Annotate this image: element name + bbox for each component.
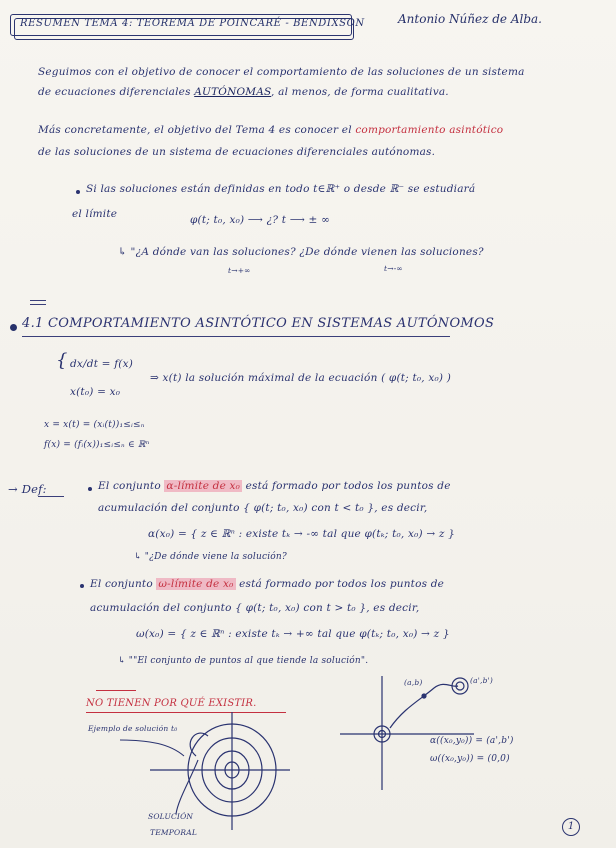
bullet1-line-1: Si las soluciones están definidas en todo t∈ℝ⁺ o desde ℝ⁻ se estudiará: [86, 183, 476, 195]
omega-limit-highlight: ω-límite de x₀: [158, 578, 234, 590]
system-brace: {: [56, 350, 68, 371]
def-label: → Def:: [8, 482, 47, 496]
omega-line-2: acumulación del conjunto { φ(t; t₀, x₀) con t > t₀ }, es decir,: [90, 602, 420, 614]
bullet1-question: ↳ "¿A dónde van las soluciones? ¿De dónde vienen las soluciones?: [118, 246, 484, 258]
question-sub-1: t→+∞: [228, 266, 251, 275]
point-ab: (a,b): [404, 678, 423, 687]
bottom-label-2: TEMPORAL: [150, 828, 197, 837]
objective-highlight: comportamiento asintótico: [355, 124, 504, 136]
intro-autonomas: AUTÓNOMAS: [194, 86, 272, 98]
system-eq-1: dx/dt = f(x): [70, 358, 133, 370]
alpha-line-2: acumulación del conjunto { φ(t; t₀, x₀) con t < t₀ }, es decir,: [98, 502, 428, 514]
alpha-b: está formado por todos los puntos de: [245, 480, 451, 492]
intro-line-2-c: , al menos, de forma cualitativa.: [271, 86, 449, 98]
question-sub-2: t→-∞: [384, 264, 403, 273]
alpha-equation: α((x₀,y₀)) = (a',b'): [430, 736, 514, 746]
example-label: Ejemplo de solución t₀: [88, 724, 178, 733]
page-number: 1: [562, 818, 580, 836]
def-x: x = x(t) = (xᵢ(t))₁≤ᵢ≤ₙ: [44, 420, 145, 430]
right-phase-portrait: [340, 676, 474, 790]
objective-line-2: de las soluciones de un sistema de ecuaciones diferenciales autónomas.: [38, 146, 436, 158]
omega-formula: ω(x₀) = { z ∈ ℝⁿ : existe tₖ → +∞ tal que φ(tₖ; t₀, x₀) → z }: [136, 628, 450, 640]
alpha-limit-highlight: α-límite de x₀: [166, 480, 241, 492]
no-existir-label: NO TIENEN POR QUÉ EXISTIR.: [86, 698, 257, 709]
bottom-label-1: SOLUCIÓN: [148, 812, 194, 821]
point-ab2: (a',b'): [470, 676, 494, 685]
author-name: Antonio Núñez de Alba.: [398, 12, 542, 26]
omega-note: ↳ ""El conjunto de puntos al que tiende la solución".: [118, 656, 369, 666]
alpha-formula: α(x₀) = { z ∈ ℝⁿ : existe tₖ → -∞ tal que φ(tₖ; t₀, x₀) → z }: [148, 528, 456, 540]
intro-line-1: Seguimos con el objetivo de conocer el comportamiento de las soluciones de un sistema: [38, 66, 525, 78]
bullet1-line-2: el límite: [72, 208, 118, 220]
intro-line-2-a: de ecuaciones diferenciales: [38, 86, 191, 98]
objective-line-1-a: Más concretamente, el objetivo del Tema 4 es conocer el: [38, 124, 352, 136]
system-implication: ⇒ x(t) la solución máximal de la ecuación ( φ(t; t₀, x₀) ): [150, 372, 452, 384]
section-title: 4.1 COMPORTAMIENTO ASINTÓTICO EN SISTEMAS AUTÓNOMOS: [22, 316, 495, 331]
omega-b: está formado por todos los puntos de: [239, 578, 445, 590]
limit-formula: φ(t; t₀, x₀) ⟶ ¿? t ⟶ ± ∞: [190, 214, 331, 226]
alpha-a: El conjunto: [98, 480, 161, 492]
system-eq-2: x(t₀) = x₀: [70, 386, 121, 398]
def-f: f(x) = (fᵢ(x))₁≤ᵢ≤ₙ ∈ ℝⁿ: [44, 440, 150, 450]
page-title: RESUMEN TEMA 4: TEOREMA DE POINCARÉ - BENDIXSON: [20, 18, 365, 29]
omega-a: El conjunto: [90, 578, 153, 590]
alpha-note: ↳ "¿De dónde viene la solución?: [134, 552, 287, 562]
omega-equation: ω((x₀,y₀)) = (0,0): [430, 754, 510, 764]
